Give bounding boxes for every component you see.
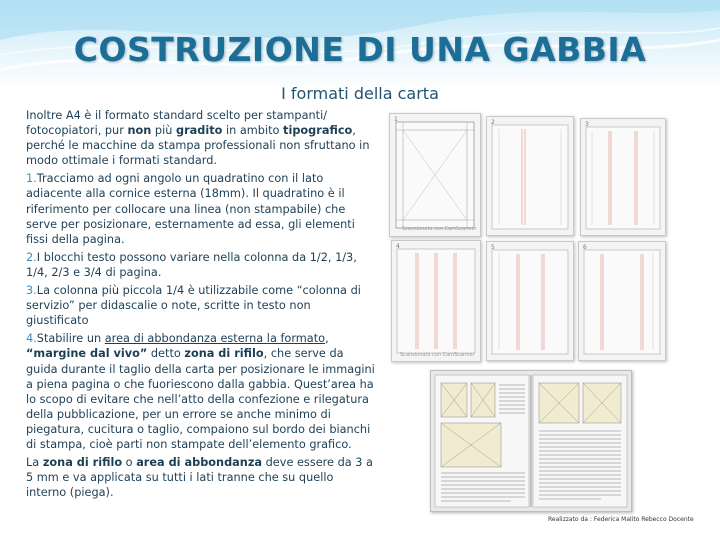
page-number: 4 [396, 243, 400, 250]
text-run: deve essere da 3 a 5 mm e va applicata su tutti i lati tranne che su quello interno (piega). [26, 456, 373, 500]
page-number: 1 [394, 116, 398, 123]
paragraph-conclusion [26, 455, 376, 500]
grid-diagram [392, 241, 480, 361]
text-run: detto [147, 347, 185, 361]
page-number: 2 [491, 119, 495, 126]
step-number: 2. [26, 250, 37, 264]
bold-run: “margine dal vivo” [26, 347, 148, 361]
page-number: 5 [491, 244, 495, 251]
magazine-spread-image [430, 370, 632, 512]
bold-run: zona di rifilo [42, 456, 123, 470]
slide-subtitle: I formati della carta [281, 84, 439, 103]
text-run: Stabilire un [36, 332, 105, 346]
grid-thumbnail-3 [580, 118, 666, 236]
text-run: in ambito [222, 124, 284, 138]
paragraph-step-2 [26, 250, 376, 280]
grid-thumbnail-6 [578, 241, 666, 361]
text-run: , perché le macchine da stampa professionali non sfruttano in modo ottimale i formati standard. [26, 124, 370, 168]
underlined-run: area di abbondanza esterna la formato [104, 332, 326, 346]
paragraph-step-1 [26, 171, 376, 246]
text-run: più [151, 124, 176, 138]
body-text [26, 108, 376, 503]
bold-run: zona di rifilo [184, 347, 264, 361]
step-number: 4. [26, 332, 37, 346]
text-run: Inoltre A4 è il formato standard scelto per stampanti/ fotocopiatori, pur [26, 109, 328, 138]
step-text: Tracciamo ad ogni angolo un quadratino con il lato adiacente alla cornice esterna (18mm). Il quadratino è il riferimento per collocare una linea (non stampabile) che serve per posizionare, esternamente ad essa, gli elementi fissi della pagina. [26, 172, 355, 246]
text-run: La [26, 456, 43, 470]
text-run: o [122, 456, 137, 470]
step-number: 3. [26, 284, 37, 298]
grid-thumbnail-2 [486, 116, 574, 236]
slide-title: COSTRUZIONE DI UNA GABBIA [73, 30, 647, 69]
grid-diagram [579, 242, 665, 360]
footer-credit: Realizzato da : Federica Malito Rebecco Docente [548, 516, 694, 523]
page-number: 3 [585, 121, 589, 128]
grid-diagram [581, 119, 665, 235]
watermark-text: Scansionato con CamScanner [402, 226, 477, 232]
step-number: 1. [26, 172, 37, 186]
grid-thumbnail-5 [486, 241, 574, 361]
grid-thumbnail-4 [391, 240, 481, 362]
spread-illustration [431, 371, 631, 511]
grid-diagram [390, 114, 480, 236]
paragraph-intro [26, 108, 376, 168]
step-text: La colonna più piccola 1/4 è utilizzabile come “colonna di servizio” per didascalie o note, scritte in testo non giustificato [26, 284, 361, 328]
bold-run: area di abbondanza [136, 456, 263, 470]
grid-thumbnail-1 [389, 113, 481, 237]
watermark-text: Scansionato con CamScanner [400, 352, 475, 358]
grid-diagram [487, 117, 573, 235]
grid-diagram [487, 242, 573, 360]
page-number: 6 [583, 244, 587, 251]
paragraph-step-3 [26, 283, 376, 328]
paragraph-step-4 [26, 331, 376, 452]
bold-run: gradito [175, 124, 223, 138]
text-run: , che serve da guida durante il taglio della carta per posizionare le immagini a piena pagina o che fuoriescono dalla gabbia. Quest’area ha lo scopo di evitare che nell’atto della confezione e rilegatura della pubblicazione, per un errore se anche minimo di piegatura, cucitura o taglio, compaiono sul bordo dei bianchi di stampa, cioè parti non stampate dell’elemento grafico. [26, 347, 375, 451]
step-text: I blocchi testo possono variare nella colonna da 1/2, 1/3, 1/4, 2/3 e 3/4 di pagina. [26, 250, 357, 279]
bold-run: non [127, 124, 152, 138]
bold-run: tipografico [283, 124, 353, 138]
text-run: , [325, 332, 329, 346]
